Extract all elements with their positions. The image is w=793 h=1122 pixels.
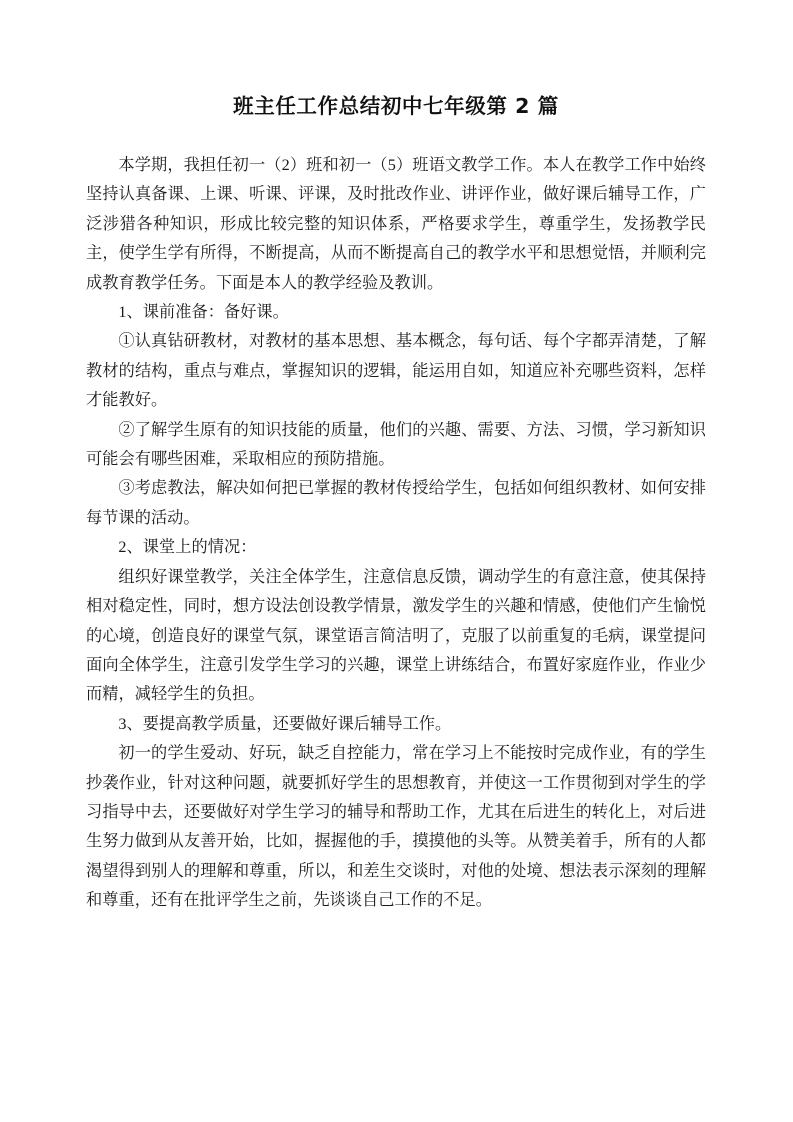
paragraph-section-2-heading: 2、课堂上的情况： — [118, 538, 257, 557]
paragraph-section-2-body: 组织好课堂教学，关注全体学生，注意信息反馈，调动学生的有意注意，使其保持相对稳定性，同时，想方设法创设教学情景，激发学生的兴趣和情感，使他们产生愉悦的心境，创造良好的课堂气氛，课堂语言简洁明了，克服了以前重复的毛病，课堂提问面向全体学生，注意引发学生学习的兴趣，课堂上讲练结合，布置好家庭作业，作业少而精，减轻学生的负担。 — [86, 567, 706, 704]
title-spacer — [86, 121, 706, 151]
paragraph-section-3-heading: 3、要提高教学质量，还要做好课后辅导工作。 — [118, 714, 452, 733]
paragraph-section-1-point-2: ②了解学生原有的知识技能的质量，他们的兴趣、需要、方法、习惯，学习新知识可能会有哪些困难，采取相应的预防措施。 — [86, 420, 706, 469]
paragraph-section-3-body: 初一的学生爱动、好玩，缺乏自控能力，常在学习上不能按时完成作业，有的学生抄袭作业，针对这种问题，就要抓好学生的思想教育，并使这一工作贯彻到对学生的学习指导中去，还要做好对学生学习的辅导和帮助工作，尤其在后进生的转化上，对后进生努力做到从友善开始，比如，握握他的手，摸摸他的头等。从赞美着手，所有的人都渴望得到别人的理解和尊重，所以，和差生交谈时，对他的处境、想法表示深刻的理解和尊重，还有在批评学生之前，先谈谈自己工作的不足。 — [86, 744, 706, 910]
document-body — [86, 86, 706, 916]
paragraph-section-1-point-1: ①认真钻研教材，对教材的基本思想、基本概念，每句话、每个字都弄清楚，了解教材的结构，重点与难点，掌握知识的逻辑，能运用自如，知道应补充哪些资料，怎样才能教好。 — [86, 332, 706, 410]
paragraph-section-1-point-3: ③考虑教法，解决如何把已掌握的教材传授给学生，包括如何组织教材、如何安排每节课的活动。 — [86, 479, 706, 527]
paragraph-container — [86, 151, 706, 916]
paragraph-intro: 本学期，我担任初一（2）班和初一（5）班语文教学工作。本人在教学工作中始终坚持认真备课、上课、听课、评课，及时批改作业、讲评作业，做好课后辅导工作，广泛涉猎各种知识，形成比较完整的知识体系，严格要求学生，尊重学生，发扬教学民主，使学生学有所得，不断提高，从而不断提高自己的教学水平和思想觉悟，并顺利完成教育教学任务。下面是本人的教学经验及教训。 — [86, 156, 706, 292]
paragraph-section-1-heading: 1、课前准备：备好课。 — [118, 303, 289, 322]
page-title: 班主任工作总结初中七年级第 2 篇 — [233, 94, 559, 118]
